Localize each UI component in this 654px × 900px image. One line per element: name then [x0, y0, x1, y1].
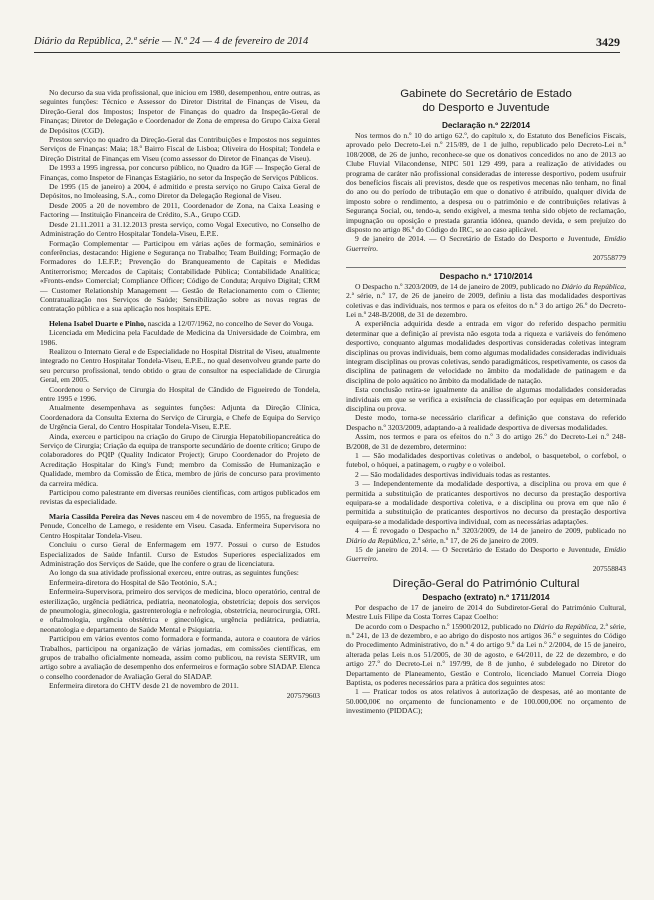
paragraph: Ao longo da sua atividade profissional exerceu, entre outras, as seguintes funções: [49, 568, 299, 578]
paragraph: De acordo com o Despacho n.º 15900/2012, publicado no Diário da República, 2.ª série, n.º 241, de 13 de dezembro, e ao abrigo do disposto nos artigos 36.º e seguintes do Código do Procedimento Administrativo, do n.º 4 do artigo 9.º da Lei n.º 2/2004, de 15 de janeiro, alterada pelas Leis n.os 51/2005, de 30 de agosto, e 64/2011, de 22 de dezembro, e do artigo 27.º do Decreto-Lei n.º 197/99, de 8 de junho, é subdelegado no Diretor do Departamento de Planeamento, Gestão e Controlo, licenciado Manuel Correia Diogo Baptista, os poderes necessários para a prática dos seguintes atos: [346, 621, 626, 688]
paragraph: Desde 2005 a 20 de novembro de 2011, Coordenador de Zona, na Caixa Leasing e Factoring — Instituição Financeira de Crédito, S.A., Grupo CGD. [40, 200, 320, 220]
paragraph: 1 — Praticar todos os atos relativos à autorização de despesas, até ao montante de 50.000,00€ no orçamento de funcionamento e de 100.000,00€ no orçamento de investimento (PIDDAC); [346, 687, 626, 716]
signatory-name: Emídio Guerreiro. [346, 545, 626, 564]
paragraph: Maria Cassilda Pereira das Neves nasceu em 4 de novembro de 1955, na freguesia de Penude, Concelho de Lamego, e residente em Viseu. Casada. Enfermeira Supervisora no Centro Hospitalar Tondela-Viseu. [40, 511, 321, 540]
paragraph: Participou em vários eventos como formadora e formanda, autora e coautora de vários Trabalhos, participou na organização de várias jornadas, em comissões científicas, em grupos de trabalho oficialmente nomeada, assim como publicou, na revista SERVIR, um artigo sobre a avaliação de desempenho dos enfermeiros e formação sobre SIADAP. Elenca o conselho coordenador de Avaliação Geral do SIADAP. [40, 634, 320, 681]
paragraph: Realizou o Internato Geral e de Especialidade no Hospital Distrital de Viseu, atualmente integrado no Centro Hospitalar Tondela-Viseu, E.P.E., no qual desenvolveu grande parte do seu percurso profissional, tendo obtido o grau de consultor na especialidade de Cirurgia Geral, em 2005. [40, 346, 320, 385]
paragraph: Participou como palestrante em diversas reuniões científicas, com artigos publicados em revistas da especialidade. [40, 488, 320, 507]
section-title: Gabinete do Secretário de Estado do Desporto e Juventude [400, 88, 572, 114]
paragraph: Helena Isabel Duarte e Pinho, nascida a 12/07/1962, no concelho de Sever do Vouga. [49, 318, 314, 328]
paragraph: 15 de janeiro de 2014. — O Secretário de Estado do Desporto e Juventude, Emídio Guerreiro. [346, 545, 626, 564]
paragraph: Enfermeira diretora do CHTV desde 21 de novembro de 2011. [49, 681, 239, 691]
paragraph: Prestou serviço no quadro da Direção-Geral das Contribuições e Impostos nos seguintes Serviços de Finanças: Maia; 18.º Bairro Fiscal de Lisboa; Oliveira do Hospital; Tondela e Direção Distrital de Finanças em Viseu (como assessor do Diretor de Finanças de Viseu). [40, 135, 320, 163]
paragraph: 1 — São modalidades desportivas coletivas o andebol, o basquetebol, o corfebol, o futebol, o hóquei, a patinagem, o rugby e o voleibol. [346, 451, 626, 470]
reference-number: 207558843 [592, 563, 626, 573]
paragraph: 4 — É revogado o Despacho n.º 3203/2009, de 14 de janeiro de 2009, publicado no Diário da República, 2.ª série, n.º 17, de 26 de janeiro de 2009. [346, 526, 626, 545]
paragraph: Enfermeira-Supervisora, primeiro dos serviços de medicina, bloco operatório, central de esterilização, urgência pediátrica, pediatria, neonatologia, obstetrícia; depois dos serviços de pneumologia, ginecologia, gastrenterologia e nefrologia, obstetrícia, neurocirurgia, ORL e oftalmologia, urgência obstétrica e ginecológica, urgência pediátrica, pediatria, neonatologia e departamento de Saúde Mental e Psiquiatria. [40, 587, 320, 634]
paragraph: Esta conclusão retira-se igualmente da análise de algumas modalidades consideradas individuais em que se verifica a existência de classificação por equipas em determinada disciplina ou prova. [346, 385, 626, 413]
right-column [346, 88, 626, 716]
paragraph: De 1993 a 1995 ingressa, por concurso público, no Quadro da IGF — Inspeção Geral de Finanças, como Inspetor de Finanças Estagiário, no setor da Inspeção de Serviços Públicos. [40, 163, 320, 182]
paragraph: Assim, nos termos e para os efeitos do n.º 3 do artigo 26.º do Decreto-Lei n.º 248-B/2008, de 31 de dezembro, determino: [346, 432, 626, 451]
despacho-title: Despacho (extrato) n.º 1711/2014 [422, 592, 550, 602]
page-number: 3429 [596, 35, 620, 49]
paragraph: Deste modo, torna-se necessário clarificar a definição que constava do referido Despacho n.º 3203/2009, adaptando-a à realidade desportiva de diversas modalidades. [346, 413, 626, 432]
paragraph: No decurso da sua vida profissional, que iniciou em 1980, desempenhou, entre outras, as seguintes funções: Técnico e Assessor do Diretor Distrital de Finanças de Viseu, da Direção-Geral dos Impostos; Inspetor de Finanças do quadro da Inspeção-Geral de Finanças; Diretor de Delegação e Coordenador de Zona de empresa do Grupo Caixa Geral de Depósitos (CGD). [40, 88, 320, 135]
declaration-title: Declaração n.º 22/2014 [441, 121, 531, 130]
paragraph: Enfermeira-diretora do Hospital de São Teotónio, S.A.; [49, 577, 217, 587]
paragraph: O Despacho n.º 3203/2009, de 14 de janeiro de 2009, publicado no Diário da República, 2.ª série, n.º 17, de 26 de janeiro de 2009, definiu a lista das modalidades desportivas coletivas e das individuais, nos termos e para os efeitos do n.º 3 do artigo 26.º do Decreto-Lei n.º 248-B/2008, de 31 de dezembro. [346, 281, 626, 319]
paragraph: Por despacho de 17 de janeiro de 2014 do Subdiretor-Geral do Património Cultural, Mestre Luís Filipe da Costa Torres Capaz Coelho: [346, 602, 626, 622]
signatory-name: Emídio Guerreiro. [346, 234, 626, 253]
left-column [40, 88, 320, 700]
person-name: Maria Cassilda Pereira das Neves [49, 511, 160, 521]
paragraph: De 1995 (15 de janeiro) a 2004, é admitido e presta serviço no Grupo Caixa Geral de Depósitos, no Imoleasing, S.A., como Diretor da Delegação Regional de Viseu. [40, 182, 320, 201]
reference-number: 207558779 [592, 253, 626, 263]
paragraph: Licenciada em Medicina pela Faculdade de Medicina da Universidade de Coimbra, em 1986. [40, 328, 320, 347]
paragraph: Nos termos do n.º 10 do artigo 62.º, do capítulo x, do Estatuto dos Benefícios Fiscais, aprovado pelo Decreto-Lei n.º 215/89, de 1 de julho, republicado pelo Decreto-Lei n.º 108/2008, de 26 de junho, reconhece-se que os donativos concedidos no ano de 2013 ao Clube Fluvial Vilacondense, NIPC 501 129 499, para a realização de atividades ou programa de caráter não profissional consideradas de interesse desportivo, podem usufruir dos benefícios fiscais ali previstos, desde que os respetivos mecenas não tenham, no final do ano ou do período de tributação em que o donativo é atribuído, qualquer dívida de imposto sobre o rendimento, a despesa ou o património e de contribuições relativas à Segurança Social, ou, tendo-a, sendo exigível, a mesma tenha sido objeto de reclamação, impugnação ou oposição e prestada garantia idónea, quando devida, e sem prejuízo do disposto no artigo 86.º do Código do IRC, se ao caso aplicável. [346, 131, 626, 235]
paragraph: Desde 21.11.2011 a 31.12.2013 presta serviço, como Vogal Executivo, no Conselho de Administração do Centro Hospitalar Tondela-Viseu, E.P.E. [40, 219, 320, 239]
paragraph: 3 — Independentemente da modalidade desportiva, a disciplina ou prova em que é permitida a substituição de praticantes desportivos no decurso da prestação desportiva equipara-se a modalidade desportiva coletiva, e a disciplina ou prova em que não é permitida a substituição de praticantes desportivos no decurso da prestação desportiva equipara-se a modalidade desportiva individual, com as necessárias adaptações. [346, 479, 626, 526]
paragraph: Coordenou o Serviço de Cirurgia do Hospital de Cândido de Figueiredo de Tondela, entre 1995 e 1996. [40, 384, 320, 403]
paragraph: Concluiu o curso Geral de Enfermagem em 1977. Possui o curso de Estudos Especializados de Saúde Infantil. Curso de Estudos Superiores especializados em Administração dos Serviços de Saúde, que lhe confere o grau de licenciatura. [40, 540, 320, 568]
paragraph: A experiência adquirida desde a entrada em vigor do referido despacho permitiu determinar que a definição aí prevista não esgota toda a riqueza e variáveis do fenómeno desportivo, conquanto algumas modalidades desportivas consideradas coletivas integram disciplinas ou provas individuais, bem como algumas modalidades consideradas individuais integram disciplinas ou provas coletivas, sendo paradigmáticos, respetivamente, os casos da disciplina de patinagem de velocidade no âmbito da modalidade de patinagem e da disciplina de polo aquático no âmbito da modalidade de natação. [346, 319, 626, 385]
paragraph: Ainda, exerceu e participou na criação do Grupo de Cirurgia Hepatobiliopancreática do Serviço de Cirurgia; Criação da equipa de transporte secundário de doente crítico; Grupo de colaboradores do PQIP (Quality Indicator Project); Grupo Coordenador do Projeto de Acreditação Hospitalar do King's Fund; membro da Comissão de Humanização e Qualidade, membro da Comissão de Ética, membro de júris de concurso para provimento da carreira médica. [40, 431, 320, 488]
header-rule [34, 52, 620, 53]
reference-number: 207579603 [286, 690, 320, 700]
paragraph: Atualmente desempenhava as seguintes funções: Adjunta da Direção Clínica, Coordenadora da Consulta Externa do Serviço de Cirurgia, e Chefe de Equipa do Serviço de Urgência Geral, do Centro Hospitalar Tondela-Viseu, E.P.E. [40, 403, 320, 432]
despacho-title: Despacho n.º 1710/2014 [439, 271, 533, 281]
divider [346, 267, 626, 268]
section-title: Direção-Geral do Património Cultural [392, 578, 580, 591]
paragraph: 9 de janeiro de 2014. — O Secretário de Estado do Desporto e Juventude, Emídio Guerreiro. [346, 234, 626, 253]
running-title: Diário da República, 2.ª série — N.º 24 — 4 de fevereiro de 2014 [34, 36, 309, 47]
person-name: Helena Isabel Duarte e Pinho, [49, 318, 146, 328]
paragraph: 2 — São modalidades desportivas individuais todas as restantes. [355, 469, 551, 479]
paragraph: Formação Complementar — Participou em várias ações de formação, seminários e conferências, destacando: Higiene e Segurança no Trabalho; Team Building; Formação de Formadores do I.E.F.P.; Prevenção do Branqueamento de Capitais e Medidas Antiterrorismo; Mercados de Capitais; Contabilidade Pública; Contabilidade Analítica; «Fronts-ends» Comercial; Compliance Officer; Código de Conduta; Arquivo Digital; CRM — Customer Relationship Management — Gestão de Relacionamento com o Cliente; Contratualização nos Serviços de Saúde; Sensibilização sobre as novas regras de contratação pública e a sua aplicação nos hospitais EPE. [40, 238, 320, 314]
running-head [34, 36, 620, 52]
